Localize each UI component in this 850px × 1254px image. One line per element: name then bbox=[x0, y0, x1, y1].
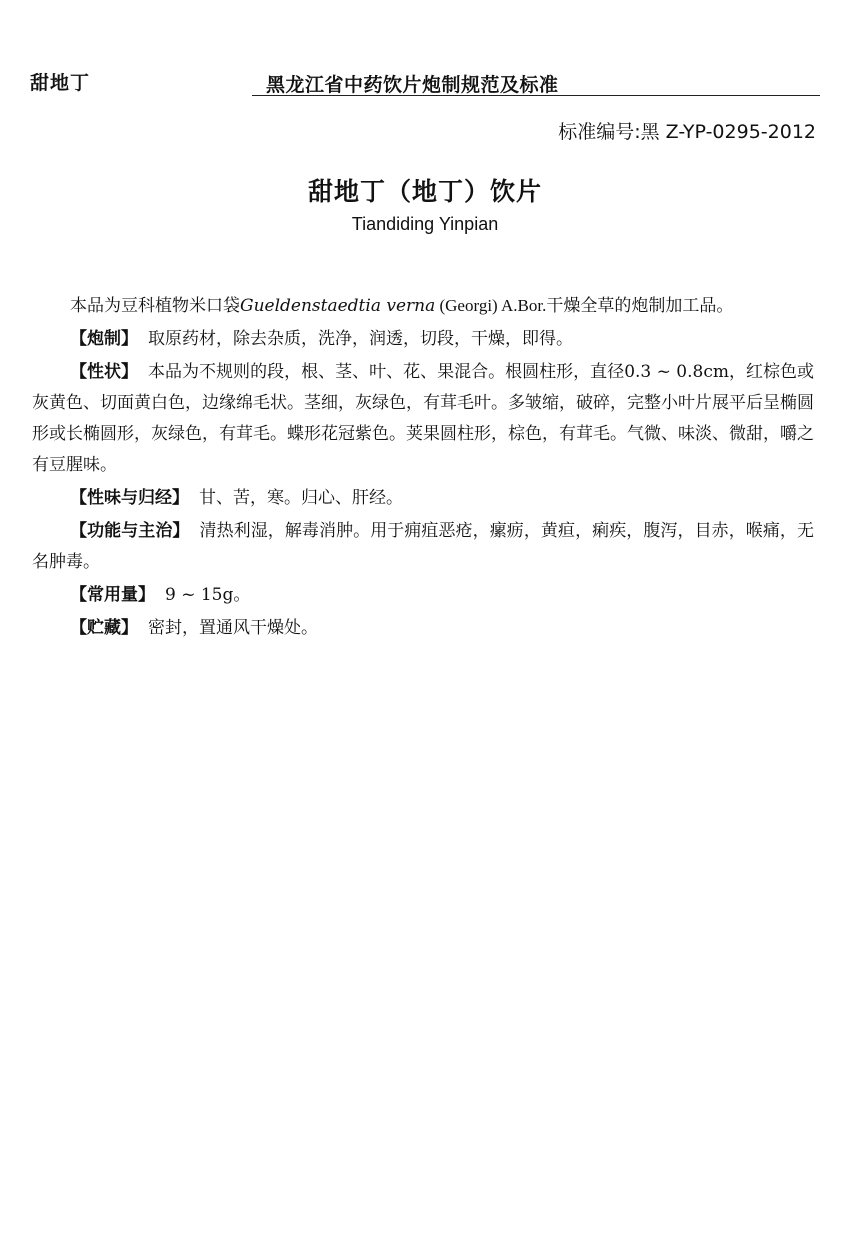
document-body bbox=[32, 290, 814, 646]
section-label: 【贮藏】 bbox=[70, 618, 138, 638]
header-rule bbox=[252, 95, 820, 96]
section-label: 【功能与主治】 bbox=[70, 521, 190, 541]
section-storage bbox=[32, 613, 814, 644]
section-text: 本品为不规则的段，根、茎、叶、花、果混合。根圆柱形，直径0.3 ~ 0.8cm，红棕色或灰黄色、切面黄白色，边缘绵毛状。茎细，灰绿色，有茸毛叶。多皱缩，破碎，完整小叶片展平后呈椭圆形或长椭圆形，灰绿色，有茸毛。蝶形花冠紫色。荚果圆柱形，棕色，有茸毛。气微、味淡、微甜，嚼之有豆腥味。 bbox=[32, 362, 815, 475]
section-label: 【常用量】 bbox=[70, 585, 155, 605]
section-function-indication bbox=[32, 516, 814, 578]
running-header bbox=[30, 62, 820, 102]
intro-prefix: 本品为豆科植物米口袋 bbox=[70, 296, 240, 316]
latin-name: Gueldenstaedtia verna bbox=[240, 296, 436, 316]
document-subtitle: Tiandiding Yinpian bbox=[351, 214, 499, 234]
section-processing bbox=[32, 324, 814, 355]
book-title: 黑龙江省中药饮片炮制规范及标准 bbox=[266, 74, 559, 96]
section-label: 【炮制】 bbox=[70, 329, 138, 349]
section-text: 清热利湿，解毒消肿。用于痈疽恶疮，瘰疬，黄疸，痢疾，腹泻，目赤，喉痛，无名肿毒。 bbox=[32, 521, 814, 572]
section-label: 【性味与归经】 bbox=[70, 488, 189, 508]
section-text: 取原药材，除去杂质，洗净，润透，切段，干燥，即得。 bbox=[148, 329, 573, 349]
section-dosage bbox=[32, 580, 814, 611]
document-title: 甜地丁（地丁）饮片 bbox=[307, 177, 542, 206]
section-nature-meridian bbox=[32, 483, 814, 514]
author-citation: (Georgi) A.Bor. bbox=[435, 296, 547, 315]
intro-suffix: 干燥全草的炮制加工品。 bbox=[546, 296, 734, 316]
section-text: 9 ~ 15g。 bbox=[165, 585, 251, 605]
section-characteristics bbox=[32, 357, 814, 481]
section-text: 密封，置通风干燥处。 bbox=[148, 618, 318, 638]
section-label: 【性状】 bbox=[70, 362, 139, 382]
standard-number: 标准编号:黑 Z-YP-0295-2012 bbox=[558, 121, 816, 143]
running-title: 甜地丁 bbox=[30, 72, 91, 94]
intro-paragraph bbox=[32, 290, 814, 322]
section-text: 甘、苦，寒。归心、肝经。 bbox=[199, 488, 403, 508]
